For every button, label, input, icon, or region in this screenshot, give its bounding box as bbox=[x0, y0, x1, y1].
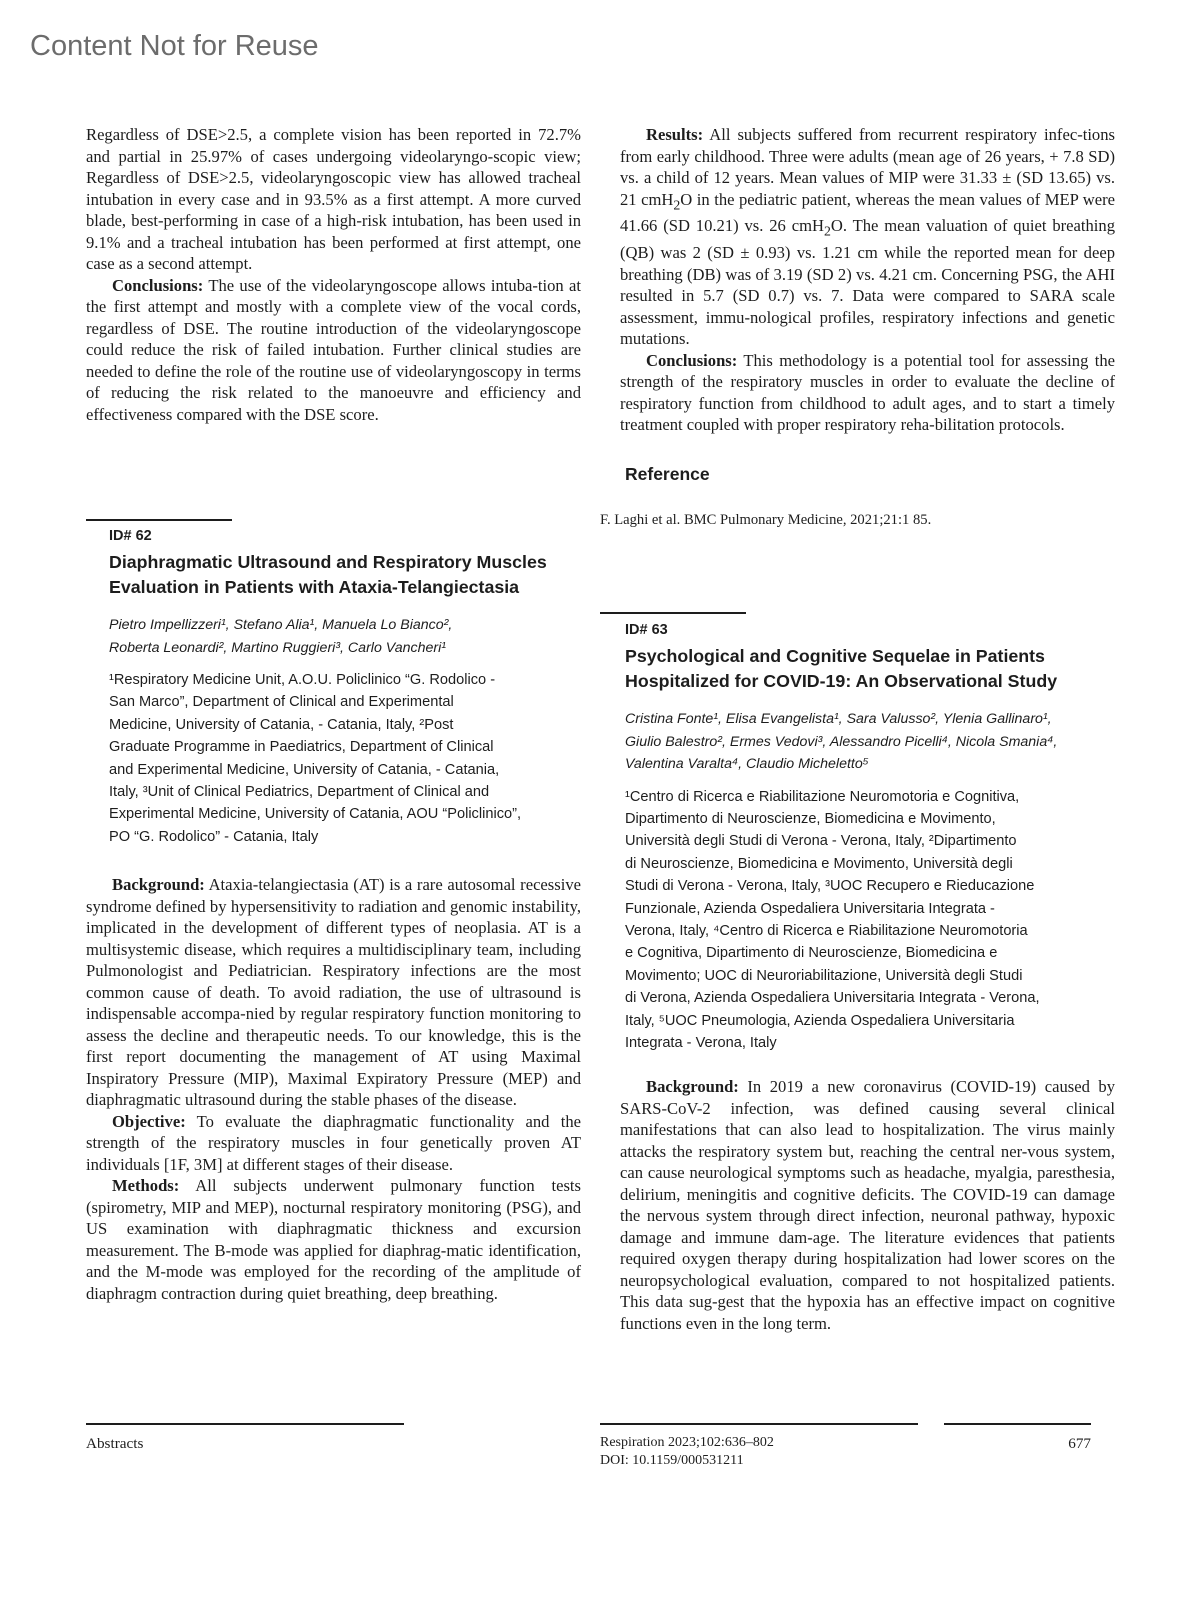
abstract-63-background: Background: In 2019 a new coronavirus (COVID-19) caused by SARS-CoV-2 infection, was defined causing several clinical manifestations that can also lead to hospitalization. The virus mainly attacks the respiratory system but, reaching the central ner-vous system, can cause neurological symptoms such as headache, myalgia, paresthesia, delirium, meningitis and cognitive deficits. The COVID-19 can damage the nervous system through direct infection, neuronal pathway, hypoxic damage and immune dam-age. The literature evidences that patients required oxygen therapy during hospitalization had lower scores on the neuropsychological evaluation, compared to not hospitalized patients. This data sug-gest that the hypoxia has an effective impact on cognitive functions even in the long term. bbox=[620, 1077, 1115, 1333]
footer-journal: Respiration 2023;102:636–802 DOI: 10.1159/000531211 bbox=[600, 1435, 774, 1468]
continuation-paragraph: Regardless of DSE>2.5, a complete vision has been reported in 72.7% and partial in 25.97% of cases undergoing videolaryngo-scopic view; Regardless of DSE>2.5, videolaryngoscopic view has allowed tracheal intubation in every case and in 93.5% as a first attempt. A more curved blade, best-performing in case of a high-risk intubation, has been used in 9.1% and a tracheal intubation has been performed at first attempt, one case as a second attempt. bbox=[86, 125, 581, 273]
footer-section: Abstracts bbox=[86, 1435, 144, 1452]
abstract-63-body bbox=[620, 1076, 1115, 1334]
abstract-63-id: ID# 63 bbox=[625, 622, 668, 638]
abstract-62-authors: Pietro Impellizzeri¹, Stefano Alia¹, Manuela Lo Bianco², Roberta Leonardi², Martino Ruggieri³, Carlo Vancheri¹ bbox=[109, 617, 453, 656]
abstract-63-authors: Cristina Fonte¹, Elisa Evangelista¹, Sara Valusso², Ylenia Gallinaro¹, Giulio Balestro², Ermes Vedovi³, Alessandro Picelli⁴, Nicola Smania⁴, Valentina Varalta⁴, Claudio Micheletto⁵ bbox=[625, 711, 1058, 772]
abstract-63-affiliations: ¹Centro di Ricerca e Riabilitazione Neuromotoria e Cognitiva, Dipartimento di Neuroscienze, Biomedicina e Movimento, Università degli Studi di Verona - Verona, Italy, ²Dipartimento di Neuroscienze, Biomedicina e Movimento, Università degli Studi di Verona - Verona, Italy, ³UOC Recupero e Rieducazione Funzionale, Azienda Ospedaliera Universitaria Integrata - Verona, Italy, ⁴Centro di Ricerca e Riabilitazione Neuromotoria e Cognitiva, Dipartimento di Neuroscienze, Biomedicina e Movimento; UOC di Neuroriabilitazione, Università degli Studi di Verona, Azienda Ospedaliera Universitaria Integrata - Verona, Italy, ⁵UOC Pneumologia, Azienda Ospedaliera Universitaria Integrata - Verona, Italy bbox=[625, 788, 1040, 1051]
abstract-63-header bbox=[625, 622, 1115, 1054]
abstract-62-affiliations: ¹Respiratory Medicine Unit, A.O.U. Policlinico “G. Rodolico - San Marco”, Department of Clinical and Experimental Medicine, University of Catania, - Catania, Italy, ²Post Graduate Programme in Paediatrics, Department of Clinical and Experimental Medicine, University of Catania, - Catania, Italy, ³Unit of Clinical Pediatrics, Department of Clinical and Experimental Medicine, University of Catania, AOU “Policlinico”, PO “G. Rodolico” - Catania, Italy bbox=[109, 672, 522, 845]
reference-text: F. Laghi et al. BMC Pulmonary Medicine, 2021;21:1 85. bbox=[600, 512, 932, 528]
abstract-62-body-right bbox=[620, 124, 1115, 436]
footer-rule-right bbox=[944, 1423, 1091, 1425]
continuation-conclusions: Conclusions: The use of the videolaryngoscope allows intuba-tion at the first attempt and mostly with a complete view of the vocal cords, regardless of DSE. The routine introduction of the videolaryngoscope could reduce the risk of failed intubation. Further clinical studies are needed to define the role of the routine use of videolaryngoscopy in terms of reducing the risk related to the manoeuvre and efficiency and effectiveness compared with the DSE score. bbox=[86, 275, 581, 424]
left-continuation bbox=[86, 124, 581, 425]
reference-heading: Reference bbox=[625, 464, 710, 484]
abstract-62-conclusions: Conclusions: This methodology is a potential tool for assessing the strength of the respiratory muscles in order to evaluate the decline of respiratory function from childhood to adult ages, and to start a timely treatment coupled with proper respiratory reha-bilitation protocols. bbox=[620, 350, 1115, 435]
abstract-62-methods: Methods: All subjects underwent pulmonary function tests (spirometry, MIP and MEP), nocturnal respiratory monitoring (PSG), and US examination with diaphragmatic thickness and excursion measurement. The B-mode was applied for diaphrag-matic identification, and the M-mode was employed for the recording of the amplitude of diaphragm contraction during quiet breathing, deep breathing. bbox=[86, 1176, 581, 1303]
abstract-62-id: ID# 62 bbox=[109, 528, 152, 544]
abstract-62-objective: Objective: To evaluate the diaphragmatic functionality and the strength of the respiratory muscles in four genetically proven AT individuals [1F, 3M] at different stages of their disease. bbox=[86, 1111, 581, 1174]
footer-rule-middle bbox=[600, 1423, 918, 1425]
footer-page-number: 677 bbox=[1068, 1435, 1091, 1452]
abstract-62-results: Results: All subjects suffered from recurrent respiratory infec-tions from early childhood. Three were adults (mean age of 26 years, + 7.8 SD) vs. a child of 12 years. Mean values of MIP were 31.33 ± (SD 13.65) vs. 21 cmH$_2$O in the pediatric patient, whereas the mean values of MEP were 41.66 (SD 10.21) vs. 26 cmH$_2$O. The mean valuation of quiet breathing (QB) was 2 (SD ± 0.93) vs. 1.21 cm while the reported mean for deep breathing (DB) was of 3.19 (SD 2) vs. 4.21 cm. Concerning PSG, the AHI resulted in 5.7 (SD 0.7) vs. 7. Data were compared to SARA scale assessment, immu-nological profiles, respiratory infections and genetic mutations. bbox=[620, 125, 1116, 349]
abstract-62-header bbox=[109, 528, 589, 848]
abstract-62-background: Background: Ataxia-telangiectasia (AT) is a rare autosomal recessive syndrome defined by hypersensitivity to radiation and genomic instability, implicated in the development of different types of neoplasia. AT is a multisystemic disease, which requires a multidisciplinary team, including Pulmonologist and Pediatrician. Respiratory infections are the most common cause of death. To avoid radiation, the use of ultrasound is indispensable accompa-nied by regular respiratory function monitoring to assess the decline and therapeutic needs. To our knowledge, this is the first report documenting the management of AT using Maximal Inspiratory Pressure (MIP), Maximal Expiratory Pressure (MEP) and diaphragmatic ultrasound during the stable phases of the disease. bbox=[86, 875, 581, 1109]
footer-rule-left bbox=[86, 1423, 404, 1425]
abstract-62-title: Diaphragmatic Ultrasound and Respiratory Muscles Evaluation in Patients with Ataxia-Telangiectasia bbox=[109, 552, 547, 597]
abstract-62-rule bbox=[86, 519, 232, 521]
abstract-63-rule bbox=[600, 612, 746, 614]
abstract-62-body-left bbox=[86, 874, 581, 1304]
watermark: Content Not for Reuse bbox=[30, 30, 319, 62]
abstract-63-title: Psychological and Cognitive Sequelae in Patients Hospitalized for COVID-19: An Observational Study bbox=[625, 646, 1058, 691]
